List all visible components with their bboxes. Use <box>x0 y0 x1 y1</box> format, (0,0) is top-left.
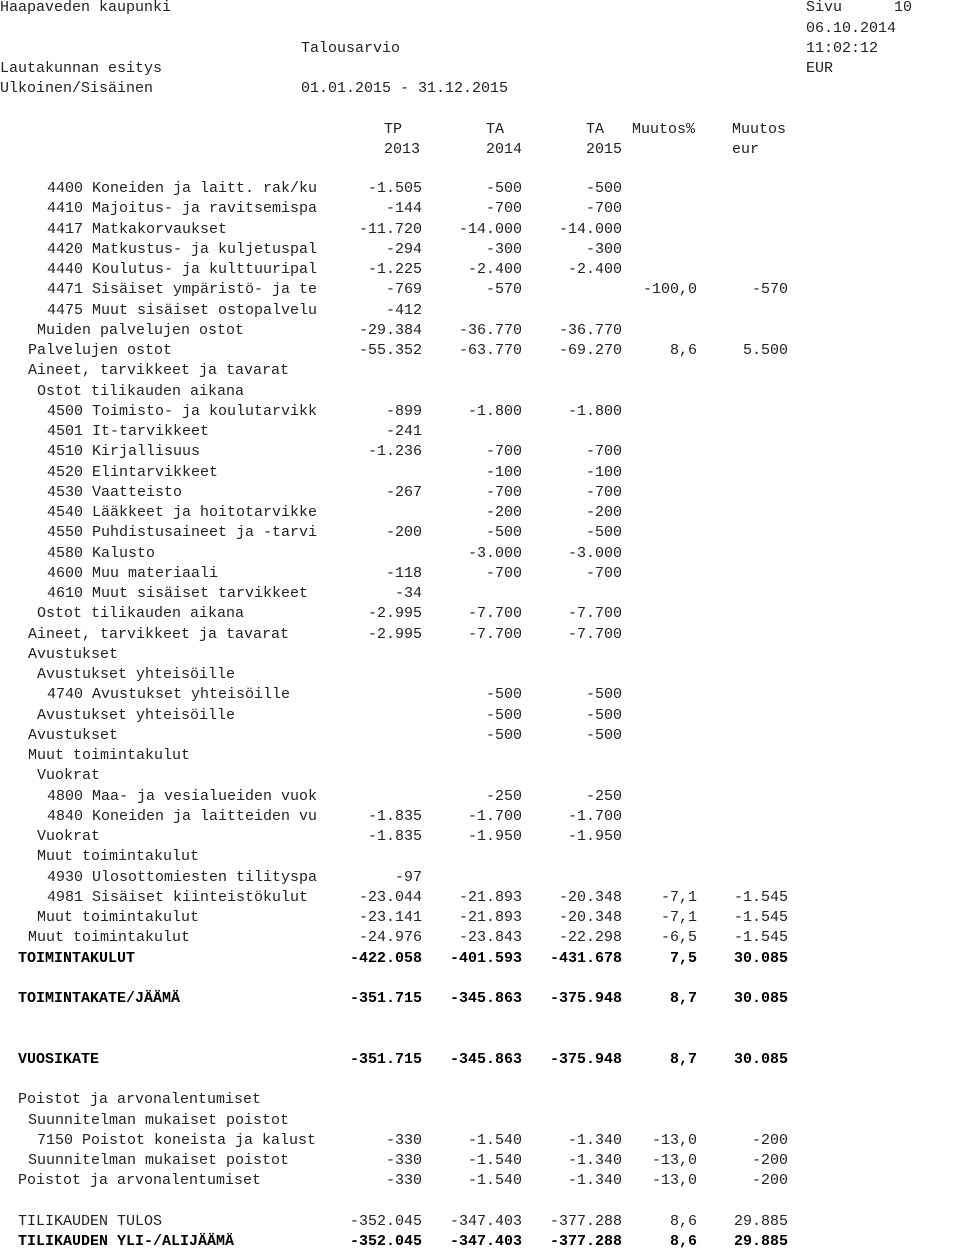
value-change-pct: -100,0 <box>642 281 697 299</box>
value-ta-2014: -1.700 <box>467 807 522 825</box>
value-tp-2013: -351.715 <box>349 1050 422 1068</box>
value-tp-2013: -352.045 <box>349 1233 422 1250</box>
row-label: 4800 Maa- ja vesialueiden vuok <box>47 787 318 805</box>
row-label: 4530 Vaatteisto <box>47 483 183 501</box>
value-change-pct: -7,1 <box>660 909 697 926</box>
row-label: TILIKAUDEN YLI-/ALIJÄÄMÄ <box>18 1233 235 1250</box>
table-row <box>0 565 960 585</box>
table-row <box>0 1051 960 1071</box>
row-label: Muut toimintakulut <box>37 848 200 866</box>
report-time: 11:02:12 <box>806 40 879 57</box>
value-ta-2015: -7.700 <box>567 625 622 643</box>
value-ta-2015: -377.288 <box>549 1233 622 1250</box>
value-ta-2015: -7.700 <box>567 605 622 623</box>
row-label: Suunnitelman mukaiset poistot <box>28 1152 290 1169</box>
value-tp-2013: -23.044 <box>358 888 422 906</box>
report-type: Lautakunnan esitys <box>0 60 163 77</box>
table-row <box>0 909 960 929</box>
value-ta-2015: -700 <box>585 443 622 461</box>
table-row <box>0 423 960 443</box>
row-label: 4471 Sisäiset ympäristö- ja te <box>47 281 318 299</box>
value-tp-2013: -118 <box>385 564 422 582</box>
value-ta-2015: -36.770 <box>558 321 622 339</box>
org-name: Haapaveden kaupunki <box>0 0 172 16</box>
value-ta-2014: -3.000 <box>467 544 522 562</box>
value-tp-2013: -144 <box>385 200 422 218</box>
value-change-pct: 8,6 <box>669 1212 697 1230</box>
value-tp-2013: -241 <box>385 423 422 440</box>
row-label: 4440 Koulutus- ja kulttuuripal <box>47 261 318 278</box>
table-row <box>0 848 960 868</box>
value-ta-2014: -700 <box>485 200 522 218</box>
row-label: Vuokrat <box>37 767 101 785</box>
row-label: 4540 Lääkkeet ja hoitotarvikke <box>47 504 318 521</box>
table-row <box>0 747 960 767</box>
value-ta-2014: -500 <box>485 524 522 542</box>
value-tp-2013: -330 <box>385 1152 422 1169</box>
value-tp-2013: -352.045 <box>349 1212 422 1230</box>
value-ta-2014: -7.700 <box>467 605 522 623</box>
row-label: 4500 Toimisto- ja koulutarvikk <box>47 402 318 420</box>
value-ta-2015: -200 <box>585 504 622 521</box>
value-tp-2013: -1.835 <box>367 807 422 825</box>
value-ta-2015: -14.000 <box>558 220 622 238</box>
table-row <box>0 767 960 787</box>
col-header-tp: TP <box>384 121 403 138</box>
value-ta-2015: -431.678 <box>549 949 622 967</box>
value-change-eur: -1.545 <box>733 929 788 947</box>
table-row <box>0 626 960 646</box>
table-row <box>0 1132 960 1152</box>
page-number: 10 <box>894 0 913 16</box>
value-ta-2015: -375.948 <box>549 1050 622 1068</box>
value-ta-2015: -700 <box>585 564 622 582</box>
table-row <box>0 545 960 565</box>
table-row <box>0 200 960 220</box>
value-ta-2014: -570 <box>485 281 522 299</box>
table-row <box>0 1213 960 1233</box>
value-ta-2014: -500 <box>485 686 522 704</box>
table-row <box>0 727 960 747</box>
table-row <box>0 322 960 342</box>
value-change-eur: -1.545 <box>733 909 788 926</box>
value-tp-2013: -23.141 <box>358 909 422 926</box>
row-label: Muut toimintakulut <box>37 909 200 926</box>
value-ta-2014: -500 <box>485 706 522 724</box>
table-row <box>0 646 960 666</box>
value-tp-2013: -29.384 <box>358 321 422 339</box>
row-label: 4600 Muu materiaali <box>47 564 219 582</box>
table-row <box>0 1152 960 1172</box>
table-row <box>0 484 960 504</box>
table-row <box>0 261 960 281</box>
value-tp-2013: -1.225 <box>367 261 422 278</box>
row-label: 4475 Muut sisäiset ostopalvelu <box>47 301 318 319</box>
row-label: Muut toimintakulut <box>28 929 191 947</box>
row-label: 4410 Majoitus- ja ravitsemispa <box>47 200 318 218</box>
row-label: 4420 Matkustus- ja kuljetuspal <box>47 240 318 258</box>
value-ta-2015: -20.348 <box>558 888 622 906</box>
document-title: Talousarvio <box>301 40 401 57</box>
value-tp-2013: -1.835 <box>367 828 422 845</box>
value-tp-2013: -1.236 <box>367 443 422 461</box>
value-ta-2014: -500 <box>485 726 522 744</box>
value-change-eur: 29.885 <box>733 1212 788 1230</box>
col-header-change-unit: eur <box>732 141 760 158</box>
value-change-eur: 29.885 <box>733 1233 788 1250</box>
value-ta-2015: -300 <box>585 240 622 258</box>
table-row <box>0 362 960 382</box>
row-label: VUOSIKATE <box>18 1050 100 1068</box>
table-row <box>0 464 960 484</box>
value-ta-2015: -500 <box>585 180 622 197</box>
value-tp-2013: -267 <box>385 483 422 501</box>
value-change-eur: -1.545 <box>733 888 788 906</box>
row-label: 4400 Koneiden ja laitt. rak/ku <box>47 180 318 197</box>
value-ta-2014: -401.593 <box>449 949 522 967</box>
table-row <box>0 666 960 686</box>
row-label: 4520 Elintarvikkeet <box>47 463 219 481</box>
table-row <box>0 1172 960 1192</box>
value-ta-2014: -14.000 <box>458 220 522 238</box>
currency: EUR <box>806 60 834 77</box>
value-ta-2015: -1.700 <box>567 807 622 825</box>
value-tp-2013: -294 <box>385 240 422 258</box>
row-label: 4840 Koneiden ja laitteiden vu <box>47 807 318 825</box>
table-row <box>0 504 960 524</box>
value-ta-2014: -23.843 <box>458 929 522 947</box>
value-tp-2013: -769 <box>385 281 422 299</box>
value-tp-2013: -351.715 <box>349 990 422 1007</box>
table-row <box>0 869 960 889</box>
value-ta-2014: -63.770 <box>458 342 522 359</box>
value-change-eur: 5.500 <box>742 342 788 359</box>
col-header-ta2015: TA <box>586 121 605 138</box>
value-ta-2014: -700 <box>485 483 522 501</box>
row-label: Avustukset yhteisöille <box>37 706 236 724</box>
value-ta-2014: -345.863 <box>449 990 522 1007</box>
value-ta-2015: -375.948 <box>549 990 622 1007</box>
value-ta-2014: -700 <box>485 564 522 582</box>
table-row <box>0 585 960 605</box>
value-change-eur: -200 <box>751 1172 788 1190</box>
value-ta-2015: -1.340 <box>567 1172 622 1190</box>
value-ta-2014: -21.893 <box>458 888 522 906</box>
row-label: Avustukset <box>28 726 119 744</box>
value-change-pct: 8,7 <box>669 1050 697 1068</box>
table-row <box>0 828 960 848</box>
table-row <box>0 443 960 463</box>
value-tp-2013: -11.720 <box>358 220 422 238</box>
value-ta-2015: -700 <box>585 200 622 218</box>
table-row <box>0 1071 960 1091</box>
row-label: Avustukset yhteisöille <box>37 666 236 683</box>
row-label: Aineet, tarvikkeet ja tavarat <box>28 625 290 643</box>
value-ta-2015: -500 <box>585 706 622 724</box>
row-label: 4930 Ulosottomiesten tilityspa <box>47 868 318 886</box>
value-ta-2015: -500 <box>585 524 622 542</box>
table-row <box>0 1031 960 1051</box>
page-label: Sivu <box>806 0 843 16</box>
row-label: Aineet, tarvikkeet ja tavarat <box>28 362 290 380</box>
col-header-ta2014: TA <box>486 121 505 138</box>
col-header-tp-year: 2013 <box>384 141 421 158</box>
table-row <box>0 1010 960 1030</box>
row-label: 4417 Matkakorvaukset <box>47 220 228 238</box>
row-label: 4501 It-tarvikkeet <box>47 423 210 440</box>
value-ta-2015: -1.340 <box>567 1131 622 1149</box>
col-header-ta2015-year: 2015 <box>586 141 623 158</box>
report-date: 06.10.2014 <box>806 20 897 37</box>
row-label: 4510 Kirjallisuus <box>47 443 201 461</box>
row-label: 4610 Muut sisäiset tarvikkeet <box>47 585 309 602</box>
table-row <box>0 1193 960 1213</box>
value-ta-2014: -700 <box>485 443 522 461</box>
value-ta-2015: -3.000 <box>567 544 622 562</box>
table-row <box>0 788 960 808</box>
value-tp-2013: -1.505 <box>367 180 422 197</box>
value-change-eur: -570 <box>751 281 788 299</box>
value-ta-2015: -1.950 <box>567 828 622 845</box>
value-ta-2015: -22.298 <box>558 929 622 947</box>
value-tp-2013: -97 <box>394 868 422 886</box>
value-ta-2015: -69.270 <box>558 342 622 359</box>
table-row <box>0 970 960 990</box>
value-ta-2015: -20.348 <box>558 909 622 926</box>
value-change-pct: 8,6 <box>669 342 697 359</box>
value-ta-2015: -1.800 <box>567 402 622 420</box>
table-row <box>0 180 960 200</box>
table-row <box>0 990 960 1010</box>
table-row <box>0 1233 960 1253</box>
table-row <box>0 302 960 322</box>
value-ta-2014: -2.400 <box>467 261 522 278</box>
row-label: 4550 Puhdistusaineet ja -tarvi <box>47 524 318 542</box>
table-row <box>0 950 960 970</box>
value-ta-2014: -347.403 <box>449 1233 522 1250</box>
row-label: Muut toimintakulut <box>28 747 191 764</box>
value-change-pct: 7,5 <box>669 949 697 967</box>
value-tp-2013: -330 <box>385 1172 422 1190</box>
value-ta-2014: -1.540 <box>467 1172 522 1190</box>
row-label: Ostot tilikauden aikana <box>37 382 245 400</box>
row-label: TOIMINTAKATE/JÄÄMÄ <box>18 990 181 1007</box>
table-row <box>0 1112 960 1132</box>
value-ta-2014: -1.800 <box>467 402 522 420</box>
table-row <box>0 221 960 241</box>
value-change-eur: 30.085 <box>733 949 788 967</box>
value-change-eur: -200 <box>751 1152 788 1169</box>
value-ta-2015: -250 <box>585 787 622 805</box>
row-label: TOIMINTAKULUT <box>18 949 136 967</box>
value-ta-2015: -500 <box>585 686 622 704</box>
row-label: Suunnitelman mukaiset poistot <box>28 1111 290 1129</box>
value-ta-2015: -500 <box>585 726 622 744</box>
value-tp-2013: -899 <box>385 402 422 420</box>
report-scope: Ulkoinen/Sisäinen <box>0 80 154 97</box>
table-row <box>0 524 960 544</box>
value-tp-2013: -422.058 <box>349 949 422 967</box>
row-label: Ostot tilikauden aikana <box>37 605 245 623</box>
value-tp-2013: -24.976 <box>358 929 422 947</box>
row-label: Palvelujen ostot <box>28 342 173 359</box>
value-ta-2014: -21.893 <box>458 909 522 926</box>
value-change-pct: -6,5 <box>660 929 697 947</box>
value-change-pct: -13,0 <box>651 1172 697 1190</box>
value-ta-2014: -1.950 <box>467 828 522 845</box>
row-label: Avustukset <box>28 645 119 663</box>
table-row <box>0 403 960 423</box>
value-ta-2014: -36.770 <box>458 321 522 339</box>
value-tp-2013: -330 <box>385 1131 422 1149</box>
value-ta-2014: -100 <box>485 463 522 481</box>
value-tp-2013: -55.352 <box>358 342 422 359</box>
table-row <box>0 342 960 362</box>
col-header-change-eur: Muutos <box>732 121 787 138</box>
row-label: Poistot ja arvonalentumiset <box>18 1091 262 1109</box>
value-ta-2014: -250 <box>485 787 522 805</box>
col-header-change-pct: Muutos% <box>632 121 696 138</box>
value-tp-2013: -200 <box>385 524 422 542</box>
value-change-pct: 8,7 <box>669 990 697 1007</box>
table-row <box>0 281 960 301</box>
value-ta-2015: -100 <box>585 463 622 481</box>
value-change-pct: -13,0 <box>651 1152 697 1169</box>
value-tp-2013: -2.995 <box>367 605 422 623</box>
col-header-ta2014-year: 2014 <box>486 141 523 158</box>
table-row <box>0 241 960 261</box>
value-change-eur: 30.085 <box>733 990 788 1007</box>
value-change-pct: -7,1 <box>660 888 697 906</box>
row-label: 4580 Kalusto <box>47 544 156 562</box>
row-label: Muiden palvelujen ostot <box>37 321 245 339</box>
value-change-pct: -13,0 <box>651 1131 697 1149</box>
value-tp-2013: -2.995 <box>367 625 422 643</box>
table-row <box>0 605 960 625</box>
value-tp-2013: -34 <box>394 585 422 602</box>
table-row <box>0 889 960 909</box>
value-ta-2014: -300 <box>485 240 522 258</box>
value-ta-2014: -200 <box>485 504 522 521</box>
value-ta-2014: -7.700 <box>467 625 522 643</box>
value-ta-2015: -2.400 <box>567 261 622 278</box>
value-tp-2013: -412 <box>385 301 422 319</box>
row-label: Poistot ja arvonalentumiset <box>18 1172 262 1190</box>
report-period: 01.01.2015 - 31.12.2015 <box>301 80 509 97</box>
value-ta-2014: -347.403 <box>449 1212 522 1230</box>
value-change-eur: 30.085 <box>733 1050 788 1068</box>
table-row <box>0 929 960 949</box>
row-label: 4981 Sisäiset kiinteistökulut <box>47 888 309 906</box>
table-row <box>0 383 960 403</box>
table-row <box>0 808 960 828</box>
value-ta-2015: -700 <box>585 483 622 501</box>
row-label: 7150 Poistot koneista ja kalust <box>37 1131 317 1149</box>
value-ta-2014: -1.540 <box>467 1131 522 1149</box>
row-label: TILIKAUDEN TULOS <box>18 1212 163 1230</box>
value-ta-2015: -1.340 <box>567 1152 622 1169</box>
value-change-pct: 8,6 <box>669 1233 697 1250</box>
value-change-eur: -200 <box>751 1131 788 1149</box>
table-row <box>0 707 960 727</box>
value-ta-2014: -1.540 <box>467 1152 522 1169</box>
budget-table <box>0 180 960 1253</box>
value-ta-2014: -345.863 <box>449 1050 522 1068</box>
row-label: 4740 Avustukset yhteisöille <box>47 686 291 704</box>
row-label: Vuokrat <box>37 828 101 845</box>
value-ta-2014: -500 <box>485 180 522 197</box>
table-row <box>0 1091 960 1111</box>
value-ta-2015: -377.288 <box>549 1212 622 1230</box>
table-row <box>0 686 960 706</box>
